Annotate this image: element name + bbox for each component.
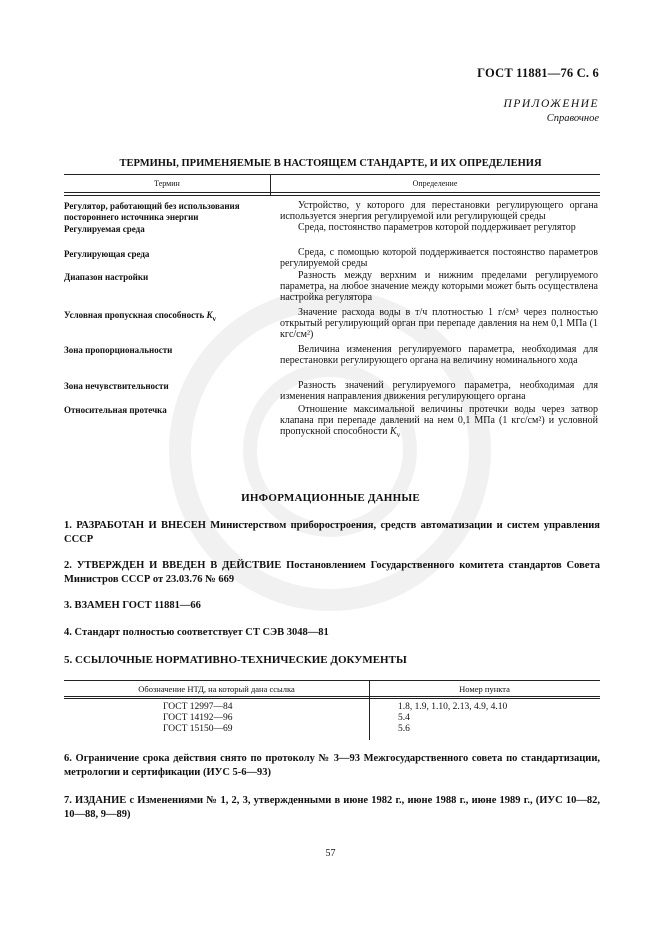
- term-relative-leakage: Относительная протечка: [64, 405, 167, 415]
- appendix-label: ПРИЛОЖЕНИЕ: [503, 98, 599, 110]
- definition-regulator: Устройство, у которого для перестановки регулирующего органа используется энергия регулируемой или регулирующей среды: [280, 200, 598, 223]
- kv-symbol: K: [206, 310, 213, 320]
- kv-symbol-def: K: [390, 426, 397, 438]
- ntd-row-2-document: ГОСТ 14192—96: [163, 713, 233, 723]
- term-regulated-medium: Регулируемая среда: [64, 224, 145, 234]
- term-regulating-medium: Регулирующая среда: [64, 249, 150, 259]
- page-number: 57: [325, 848, 336, 859]
- ntd-row-3-document: ГОСТ 15150—69: [163, 724, 233, 734]
- ntd-table-header-rule-double: [64, 698, 600, 699]
- ntd-row-1-clauses: 1.8, 1.9, 1.10, 2.13, 4.9, 4.10: [398, 702, 508, 712]
- definition-dead-band: Разность значений регулируемого параметра, необходимая для изменения направления движения регулирующего органа: [280, 380, 598, 403]
- ntd-col-clause: Номер пункта: [459, 684, 510, 694]
- term-dead-band: Зона нечувствительности: [64, 381, 169, 391]
- info-item-1: 1. РАЗРАБОТАН И ВНЕСЕН Министерством приборостроения, средств автоматизации и систем управления СССР: [64, 520, 600, 545]
- kv-subscript: v: [212, 314, 217, 323]
- definition-regulated-medium: Среда, постоянство параметров которой поддерживает регулятор: [298, 222, 576, 233]
- info-section-title: ИНФОРМАЦИОННЫЕ ДАННЫЕ: [241, 492, 420, 504]
- definition-adjustment-range: Разность между верхним и нижним пределами регулируемого параметра, на любое значение между которыми может быть осуществлена настройка регулятора: [280, 270, 598, 304]
- terms-table-top-rule: [64, 174, 600, 175]
- definition-proportional-band: Величина изменения регулируемого параметра, необходимая для перестановки регулирующего органа на величину номинального хода: [280, 344, 598, 367]
- ntd-col-document: Обозначение НТД, на который дана ссылка: [138, 684, 295, 694]
- term-nominal-capacity: Условная пропускная способность $K_v$: [64, 310, 217, 323]
- term-proportional-band: Зона пропорциональности: [64, 345, 173, 355]
- appendix-type: Справочное: [546, 113, 599, 124]
- terms-table-header-rule: [64, 192, 600, 193]
- kv-subscript-def: v: [396, 431, 401, 440]
- info-item-5: 5. ССЫЛОЧНЫЕ НОРМАТИВНО-ТЕХНИЧЕСКИЕ ДОКУМЕНТЫ: [64, 654, 407, 666]
- terms-table-header-rule-double: [64, 195, 600, 196]
- ntd-row-2-clauses: 5.4: [398, 713, 410, 723]
- term-regulator: Регулятор, работающий без использования постороннего источника энергии: [64, 201, 240, 222]
- terms-col-definition: Определение: [412, 179, 458, 188]
- info-item-3: 3. ВЗАМЕН ГОСТ 11881—66: [64, 600, 201, 611]
- definition-regulating-medium: Среда, с помощью которой поддерживается постоянство параметров регулируемой среды: [280, 247, 598, 270]
- term-adjustment-range: Диапазон настройки: [64, 272, 149, 282]
- ntd-row-1-document: ГОСТ 12997—84: [163, 702, 233, 712]
- ntd-row-3-clauses: 5.6: [398, 724, 410, 734]
- standard-code-header: ГОСТ 11881—76 С. 6: [477, 66, 599, 80]
- terms-section-title: ТЕРМИНЫ, ПРИМЕНЯЕМЫЕ В НАСТОЯЩЕМ СТАНДАРТЕ, И ИХ ОПРЕДЕЛЕНИЯ: [119, 158, 542, 169]
- ntd-table-header-rule: [64, 696, 600, 697]
- info-item-7: 7. ИЗДАНИЕ с Изменениями № 1, 2, 3, утвержденными в июне 1982 г., июне 1988 г., июне 1989 г., (ИУС 10—82, 10—88, 9—89): [64, 795, 600, 820]
- ntd-table-top-rule: [64, 680, 600, 681]
- definition-nominal-capacity: Значение расхода воды в т/ч плотностью 1 г/см³ через полностью открытый регулирующий орган при перепаде давления на нем 0,1 МПа (1 кгс/см²): [280, 307, 598, 341]
- definition-relative-leakage: Отношение максимальной величины протечки воды через затвор клапана при перепаде давлений на нем 0,1 МПа (1 кгс/см²) и условной пропускной способности $K_v$: [280, 404, 598, 440]
- info-item-2: 2. УТВЕРЖДЕН И ВВЕДЕН В ДЕЙСТВИЕ Постановлением Государственного комитета стандартов Совета Министров СССР от 23.03.76 № 669: [64, 560, 600, 585]
- terms-col-term: Термин: [154, 179, 180, 188]
- info-item-6: 6. Ограничение срока действия снято по протоколу № 3—93 Межгосударственного совета по стандартизации, метрологии и сертификации (ИУС 5-6—93): [64, 753, 600, 778]
- info-item-4: 4. Стандарт полностью соответствует СТ СЭВ 3048—81: [64, 627, 329, 638]
